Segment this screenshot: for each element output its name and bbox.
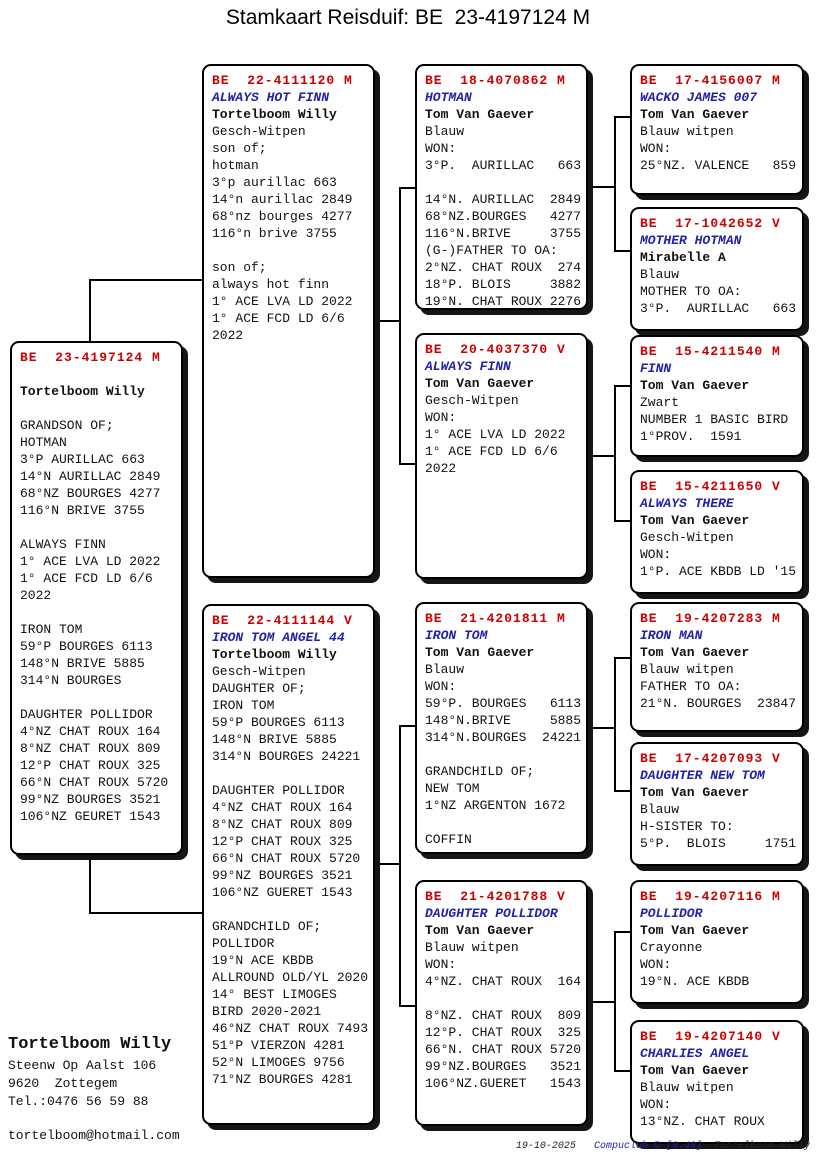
bird-name: DAUGHTER POLLIDOR xyxy=(425,906,558,921)
box-lines: Crayonne WON: 19°N. ACE KBDB xyxy=(640,940,750,989)
pedigree-box-grandmother-maternal xyxy=(415,880,588,1126)
ring-number: BE 22-4111120 M xyxy=(212,73,353,88)
pedigree-box-grandfather-paternal xyxy=(415,64,588,310)
connector-line xyxy=(89,853,91,914)
connector-line xyxy=(614,657,630,659)
box-lines: Blauw witpen WON: 13°NZ. CHAT ROUX xyxy=(640,1080,765,1129)
ring-number: BE 19-4207140 V xyxy=(640,1029,781,1044)
connector-line xyxy=(89,279,202,281)
ring-number: BE 21-4201811 M xyxy=(425,611,566,626)
connector-line xyxy=(614,790,630,792)
pedigree-box-greatgrandparent-5 xyxy=(630,602,804,732)
fancier-name: Mirabelle A xyxy=(640,250,726,265)
ring-number: BE 17-4207093 V xyxy=(640,751,781,766)
connector-line xyxy=(614,931,616,1072)
bird-name: CHARLIES ANGEL xyxy=(640,1046,750,1061)
bird-name: HOTMAN xyxy=(425,90,472,105)
ring-number: BE 18-4070862 M xyxy=(425,73,566,88)
pedigree-box-grandmother-paternal xyxy=(415,333,588,579)
pedigree-box-greatgrandparent-3 xyxy=(630,335,804,457)
fancier-name: Tom Van Gaever xyxy=(425,923,535,938)
ring-number: BE 19-4207116 M xyxy=(640,889,781,904)
box-lines: Gesch-Witpen WON: 1°P. ACE KBDB LD '15 xyxy=(640,530,797,579)
ring-number: BE 17-4156007 M xyxy=(640,73,781,88)
connector-line xyxy=(614,931,630,933)
owner-phone: Tel.:0476 56 59 88 xyxy=(8,1094,149,1109)
connector-line xyxy=(399,187,401,465)
box-lines: Blauw witpen FATHER TO OA: 21°N. BOURGES 23847 xyxy=(640,662,797,711)
connector-line xyxy=(614,520,630,522)
fancier-name: Tom Van Gaever xyxy=(640,378,750,393)
connector-line xyxy=(375,320,401,322)
fancier-name: Tom Van Gaever xyxy=(640,923,750,938)
ring-number: BE 15-4211650 V xyxy=(640,479,781,494)
owner-address-city: 9620 Zottegem xyxy=(8,1076,118,1091)
bird-name: IRON TOM ANGEL 44 xyxy=(212,630,345,645)
fancier-name: Tortelboom Willy xyxy=(212,647,337,662)
pedigree-box-mother xyxy=(202,604,375,1125)
box-lines: Gesch-Witpen WON: 1° ACE LVA LD 2022 1° ACE FCD LD 6/6 2022 xyxy=(425,393,566,476)
owner-address-street: Steenw Op Aalst 106 xyxy=(8,1058,157,1073)
pedigree-box-greatgrandparent-8 xyxy=(630,1020,804,1144)
ring-number: BE 20-4037370 V xyxy=(425,342,566,357)
connector-line xyxy=(399,463,415,465)
bird-name: FINN xyxy=(640,361,672,376)
fancier-name: Tom Van Gaever xyxy=(640,513,750,528)
pedigree-box-greatgrandparent-6 xyxy=(630,742,804,866)
fancier-name: Tom Van Gaever xyxy=(640,785,750,800)
bird-name: WACKO JAMES 007 xyxy=(640,90,758,105)
pedigree-box-grandfather-maternal xyxy=(415,602,588,854)
owner-name: Tortelboom Willy xyxy=(8,1035,172,1054)
connector-line xyxy=(588,1001,616,1003)
box-lines: Blauw MOTHER TO OA: 3°P. AURILLAC 663 xyxy=(640,267,797,316)
bird-name: DAUGHTER NEW TOM xyxy=(640,768,765,783)
fancier-name: Tom Van Gaever xyxy=(425,645,535,660)
connector-line xyxy=(588,186,616,188)
connector-line xyxy=(399,725,415,727)
bird-name: ALWAYS HOT FINN xyxy=(212,90,330,105)
connector-line xyxy=(399,187,415,189)
ring-number: BE 22-4111144 V xyxy=(212,613,353,628)
box-lines: Blauw witpen WON: 25°NZ. VALENCE 859 xyxy=(640,124,797,173)
owner-email: tortelboom@hotmail.com xyxy=(8,1128,180,1143)
connector-line xyxy=(588,727,616,729)
connector-line xyxy=(614,385,630,387)
pedigree-box-greatgrandparent-7 xyxy=(630,880,804,1004)
connector-line xyxy=(614,1070,630,1072)
box-lines: Blauw WON: 59°P. BOURGES 6113 148°N.BRIVE 5885 314°N.BOURGES 24221 GRANDCHILD OF; NEW TOM 1°NZ ARGENTON 1672 COFFIN xyxy=(425,662,582,847)
bird-name: IRON MAN xyxy=(640,628,703,643)
ring-number: BE 19-4207283 M xyxy=(640,611,781,626)
fancier-name: Tom Van Gaever xyxy=(425,107,535,122)
box-lines: GRANDSON OF; HOTMAN 3°P AURILLAC 663 14°N AURILLAC 2849 68°NZ BOURGES 4277 116°N BRIVE 3755 ALWAYS FINN 1° ACE LVA LD 2022 1° ACE FCD LD 6/6 2022 IRON TOM 59°P BOURGES 6113 148°N BRIVE 5885 314°N BOURGES DAUGHTER POLLIDOR 4°NZ CHAT ROUX 164 8°NZ CHAT ROUX 809 12°P CHAT ROUX 325 66°N CHAT ROUX 5720 99°NZ BOURGES 3521 106°NZ GEURET 1543 xyxy=(20,418,169,824)
connector-line xyxy=(614,657,616,792)
connector-line xyxy=(614,385,616,522)
footer-date: 19-10-2025 xyxy=(515,1141,576,1152)
fancier-name: Tom Van Gaever xyxy=(640,645,750,660)
pedigree-box-greatgrandparent-1 xyxy=(630,64,804,195)
pedigree-box-greatgrandparent-2 xyxy=(630,207,804,331)
footer xyxy=(516,1141,810,1152)
fancier-name: Tom Van Gaever xyxy=(425,376,535,391)
pedigree-box-greatgrandparent-4 xyxy=(630,470,804,594)
page-title: Stamkaart Reisduif: BE 23-4197124 M xyxy=(225,6,591,29)
ring-number: BE 21-4201788 V xyxy=(425,889,566,904)
ring-number: BE 23-4197124 M xyxy=(20,350,161,365)
fancier-name: Tortelboom Willy xyxy=(212,107,337,122)
owner-block xyxy=(8,1033,180,1145)
bird-name: POLLIDOR xyxy=(640,906,703,921)
box-lines: Gesch-Witpen DAUGHTER OF; IRON TOM 59°P BOURGES 6113 148°N BRIVE 5885 314°N BOURGES 24221 DAUGHTER POLLIDOR 4°NZ CHAT ROUX 164 8°NZ CHAT ROUX 809 12°P CHAT ROUX 325 66°N CHAT ROUX 5720 99°NZ BOURGES 3521 106°NZ GUERET 1543 GRANDCHILD OF; POLLIDOR 19°N ACE KBDB ALLROUND OLD/YL 2020 14° BEST LIMOGES BIRD 2020-2021 46°NZ CHAT ROUX 7493 51°P VIERZON 4281 52°N LIMOGES 9756 71°NZ BOURGES 4281 xyxy=(212,664,369,1087)
connector-line xyxy=(614,116,630,118)
connector-line xyxy=(399,1005,415,1007)
bird-name: ALWAYS THERE xyxy=(640,496,734,511)
footer-software: Compuclub © [9.48] xyxy=(593,1141,702,1152)
bird-name: ALWAYS FINN xyxy=(425,359,511,374)
box-lines: Blauw WON: 3°P. AURILLAC 663 14°N. AURILLAC 2849 68°NZ.BOURGES 4277 116°N.BRIVE 3755 (G-)FATHER TO OA: 2°NZ. CHAT ROUX 274 18°P. BLOIS 3882 19°N. CHAT ROUX 2276 xyxy=(425,124,582,309)
bird-name: MOTHER HOTMAN xyxy=(640,233,742,248)
connector-line xyxy=(399,725,401,1007)
pedigree-box-father xyxy=(202,64,375,578)
connector-line xyxy=(614,250,630,252)
connector-line xyxy=(375,863,401,865)
connector-line xyxy=(588,455,616,457)
ring-number: BE 17-1042652 V xyxy=(640,216,781,231)
connector-line xyxy=(89,912,202,914)
box-lines: Blauw witpen WON: 4°NZ. CHAT ROUX 164 8°NZ. CHAT ROUX 809 12°P. CHAT ROUX 325 66°N. CHAT ROUX 5720 99°NZ.BOURGES 3521 106°NZ.GUERET 1543 xyxy=(425,940,582,1091)
box-lines: Blauw H-SISTER TO: 5°P. BLOIS 1751 xyxy=(640,802,797,851)
fancier-name: Tom Van Gaever xyxy=(640,1063,750,1078)
box-lines: Gesch-Witpen son of; hotman 3°p aurillac 663 14°n aurillac 2849 68°nz bourges 4277 116°n brive 3755 son of; always hot finn 1° ACE LVA LD 2022 1° ACE FCD LD 6/6 2022 xyxy=(212,124,353,343)
ring-number: BE 15-4211540 M xyxy=(640,344,781,359)
fancier-name: Tortelboom Willy xyxy=(20,384,145,399)
connector-line xyxy=(614,116,616,252)
fancier-name: Tom Van Gaever xyxy=(640,107,750,122)
pedigree-box-subject xyxy=(10,341,183,855)
connector-line xyxy=(89,279,91,343)
footer-owner: Tortelboom Willy xyxy=(713,1141,810,1152)
bird-name: IRON TOM xyxy=(425,628,488,643)
box-lines: Zwart NUMBER 1 BASIC BIRD 1°PROV. 1591 xyxy=(640,395,789,444)
